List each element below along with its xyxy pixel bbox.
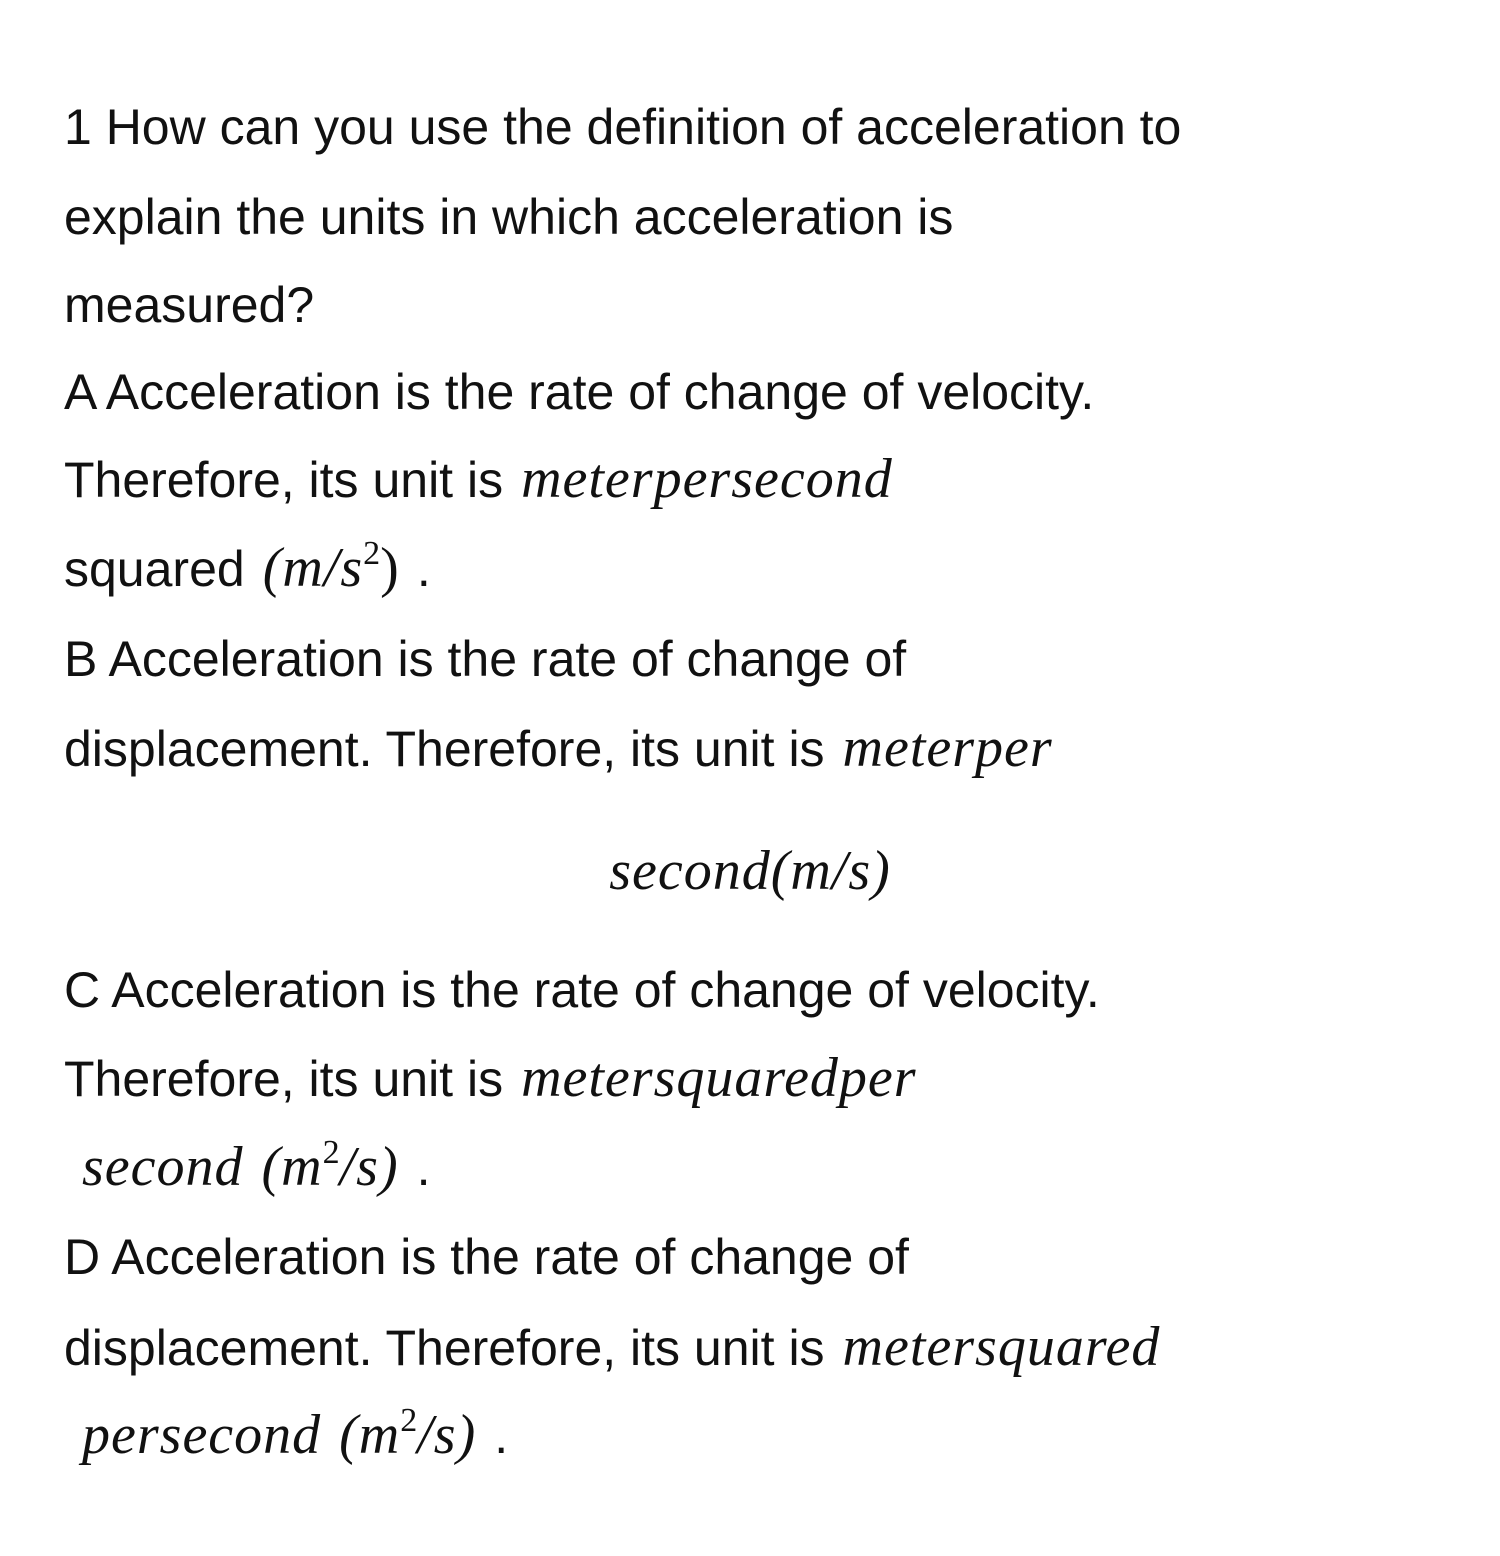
option-d-period: .: [494, 1408, 509, 1464]
option-b-display-math: [0, 826, 1500, 916]
option-c-text: Therefore, its unit is: [64, 1051, 504, 1107]
option-d-math-persecond: persecond: [82, 1404, 322, 1466]
question-line-3: measured?: [64, 277, 315, 333]
option-d-line-1: D Acceleration is the rate of change of: [64, 1229, 909, 1285]
option-c-math-exponent: 2: [322, 1134, 340, 1171]
option-b-line-2: [64, 703, 1053, 793]
question-line-1: 1 How can you use the definition of acceleration to: [64, 99, 1182, 155]
option-a-line-3: [64, 523, 431, 613]
option-a-math-open: (m/s: [262, 537, 364, 599]
option-d-math-exponent: 2: [400, 1402, 418, 1439]
option-c-line-2: [64, 1033, 917, 1123]
option-a-line-2: [64, 434, 893, 524]
option-b-math-unit: meterper: [842, 717, 1053, 779]
option-c-math-open: (m: [261, 1136, 323, 1198]
option-a-text-squared: squared: [64, 541, 245, 597]
question-line-2: explain the units in which acceleration is: [64, 189, 954, 245]
option-a-math-close: ): [380, 537, 399, 599]
option-b-text: displacement. Therefore, its unit is: [64, 721, 825, 777]
option-c-line-3: [64, 1122, 431, 1212]
option-d-line-2: [64, 1302, 1160, 1392]
option-d-math-unit: metersquared: [842, 1316, 1161, 1378]
option-d-math-close: /s): [417, 1404, 477, 1466]
option-b-line-1: B Acceleration is the rate of change of: [64, 631, 907, 687]
option-d-text: displacement. Therefore, its unit is: [64, 1320, 825, 1376]
option-c-math-second: second: [82, 1136, 244, 1198]
option-a-line-1: A Acceleration is the rate of change of velocity.: [64, 364, 1095, 420]
option-a-period: .: [416, 541, 431, 597]
option-a-math-unit: meterpersecond: [521, 448, 893, 510]
option-c-math-unit: metersquaredper: [521, 1047, 917, 1109]
option-c-line-1: C Acceleration is the rate of change of velocity.: [64, 962, 1100, 1018]
option-d-line-3: [64, 1390, 508, 1480]
option-c-period: .: [416, 1140, 431, 1196]
option-a-text: Therefore, its unit is: [64, 452, 504, 508]
option-c-math-close: /s): [339, 1136, 399, 1198]
option-b-display-formula: second(m/s): [609, 840, 891, 902]
option-a-math-exponent: 2: [363, 535, 381, 572]
option-d-math-open: (m: [339, 1404, 401, 1466]
